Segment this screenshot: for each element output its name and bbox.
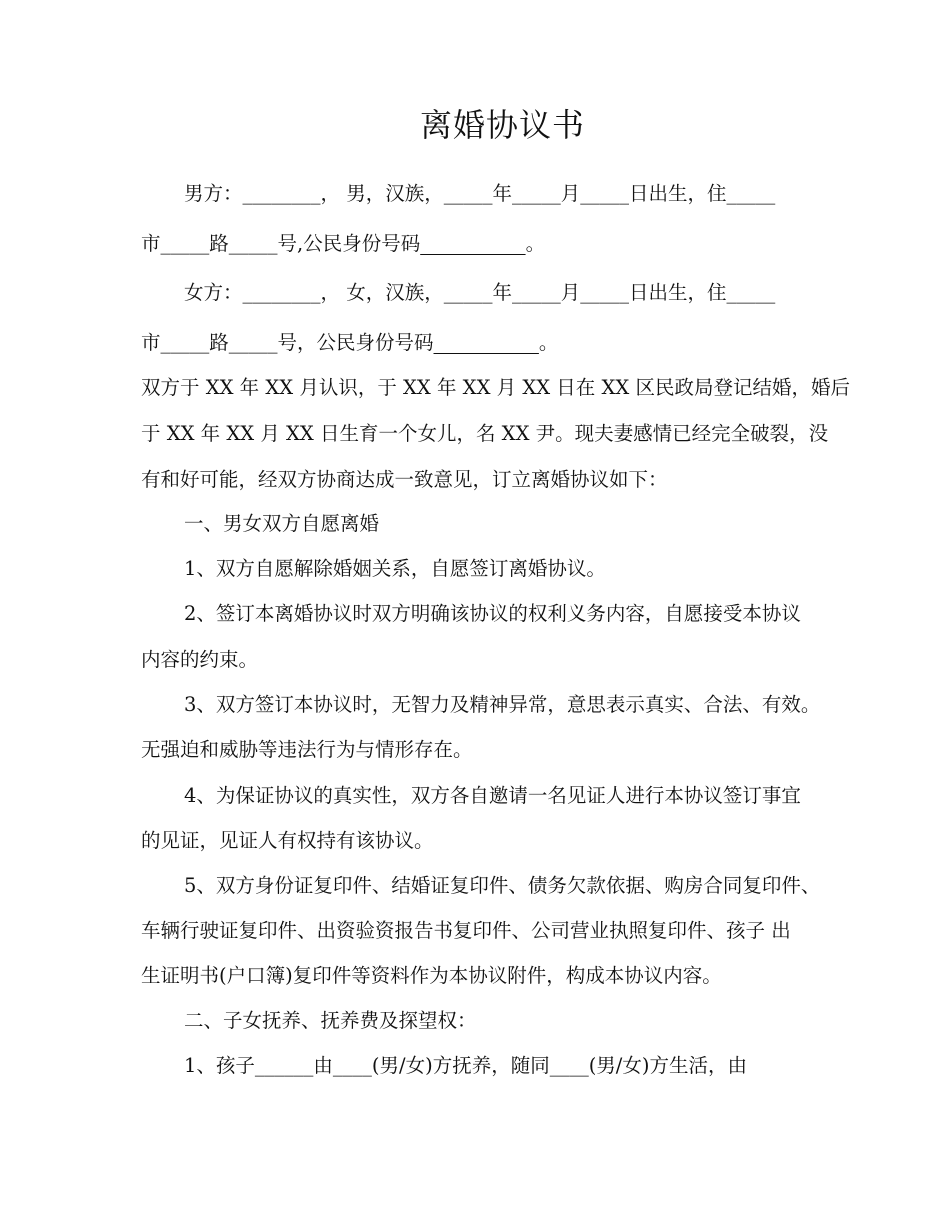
male-address-text: 市_____路_____号,公民身份号码 xyxy=(141,232,421,255)
clause-1-2-cont: 内容的约束。 xyxy=(141,648,259,671)
clause-1-4-cont: 的见证，见证人有权持有该协议。 xyxy=(141,829,434,852)
section-heading-1: 一、男女双方自愿离婚 xyxy=(184,512,380,535)
clause-1-5: 5、双方身份证复印件、结婚证复印件、债务欠款依据、购房合同复印件、 xyxy=(184,874,821,897)
paragraph-line: 双方于 XX 年 XX 月认识，于 XX 年 XX 月 XX 日在 XX 区民政局登记结婚，婚后 xyxy=(141,376,850,399)
male-id-blank xyxy=(420,232,525,255)
paragraph-line: 有和好可能，经双方协商达成一致意见，订立离婚协议如下： xyxy=(141,468,668,491)
female-party-line: 女方：________， 女，汉族，_____年_____月_____日出生，住_____ xyxy=(184,281,776,304)
female-address-text: 市_____路_____号，公民身份号码 xyxy=(141,331,434,354)
female-period: 。 xyxy=(538,331,559,354)
clause-1-2: 2、签订本离婚协议时双方明确该协议的权利义务内容，自愿接受本协议 xyxy=(184,602,801,625)
clause-1-3: 3、双方签订本协议时，无智力及精神异常，意思表示真实、合法、有效。 xyxy=(184,693,821,716)
section-heading-2: 二、子女抚养、抚养费及探望权： xyxy=(184,1009,477,1032)
clause-2-1: 1、孩子______由____(男/女)方抚养，随同____(男/女)方生活，由 xyxy=(184,1054,747,1077)
clause-1-3-cont: 无强迫和威胁等违法行为与情形存在。 xyxy=(141,738,473,761)
clause-1-1: 1、双方自愿解除婚姻关系，自愿签订离婚协议。 xyxy=(184,557,606,580)
male-address-line xyxy=(141,228,545,256)
clause-1-5-cont: 生证明书(户口簿)复印件等资料作为本协议附件，构成本协议内容。 xyxy=(141,964,722,987)
clause-1-5-cont: 车辆行驶证复印件、出资验资报告书复印件、公司营业执照复印件、孩子 出 xyxy=(141,919,791,942)
female-address-line xyxy=(141,327,558,355)
clause-1-4: 4、为保证协议的真实性，双方各自邀请一名见证人进行本协议签订事宜 xyxy=(184,784,801,807)
document-title: 离婚协议书 xyxy=(419,106,585,144)
male-period: 。 xyxy=(525,232,546,255)
paragraph-line: 于 XX 年 XX 月 XX 日生育一个女儿，名 XX 尹。现夫妻感情已经完全破裂，没 xyxy=(141,422,829,445)
male-party-line: 男方：________， 男，汉族，_____年_____月_____日出生，住_____ xyxy=(184,182,776,205)
female-id-blank xyxy=(434,331,539,354)
